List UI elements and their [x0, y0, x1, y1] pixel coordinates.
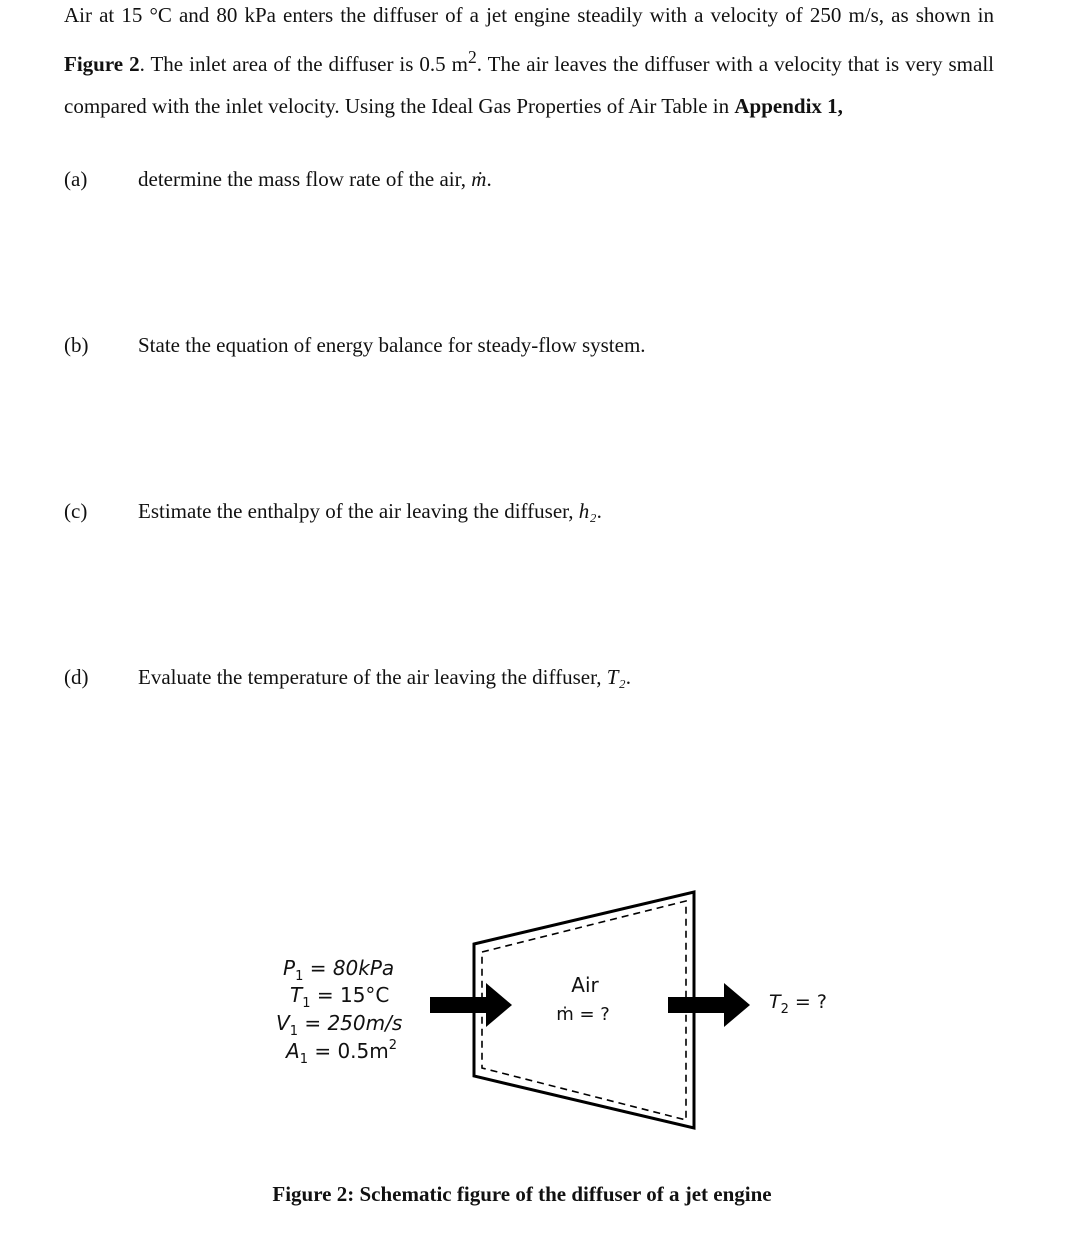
outlet-arrow [668, 983, 750, 1027]
mass-flow-label: ṁ = ? [556, 1004, 610, 1025]
area-unit-exponent: 2 [468, 47, 477, 67]
question-text: Evaluate the temperature of the air leaving the diffuser, [138, 665, 607, 689]
question-label: (c) [64, 499, 88, 523]
statement-part-3: . The air leaves the diffuser with a velocity that is very small compared with the inlet velocity. Using the Ideal Gas Properties of Air Table in [64, 52, 995, 118]
figure-reference: Figure 2 [64, 52, 140, 76]
statement-part-2: . The inlet area of the diffuser is 0.5 m [139, 52, 469, 76]
question-symbol: ṁ [471, 167, 487, 191]
question-text: determine the mass flow rate of the air, [138, 167, 472, 191]
statement-part-1: Air at 15 °C and 80 kPa enters the diffuser of a jet engine steadily with a velocity of 250 m/s, as shown in [64, 3, 994, 27]
inlet-arrow [430, 983, 512, 1027]
question-label: (a) [64, 167, 88, 191]
question-tail: . [625, 665, 631, 689]
outlet-temperature: $T_2$ = ? [769, 991, 827, 1017]
appendix-reference: Appendix 1 [734, 94, 838, 118]
question-symbol: T₂ [606, 665, 626, 689]
inlet-velocity: $V_1 = 250m/s$ [276, 1011, 403, 1039]
question-label: (b) [64, 333, 89, 357]
figure-caption [0, 1182, 1080, 1207]
question-tail: . [596, 499, 602, 523]
question-label: (d) [64, 665, 89, 689]
inlet-pressure: $P_1 = 80kPa$ [283, 956, 395, 984]
inlet-area: $A_1 = 0.5m^2$ [286, 1038, 398, 1067]
question-text: Estimate the enthalpy of the air leaving the diffuser, [138, 499, 579, 523]
question-tail: . [486, 167, 492, 191]
air-label: Air [571, 973, 599, 997]
question-text: State the equation of energy balance for steady-flow system. [138, 333, 646, 357]
question-symbol: h₂ [578, 499, 597, 523]
figure-caption-text: Figure 2: Schematic figure of the diffuser of a jet engine [272, 1182, 772, 1206]
statement-part-4: , [837, 94, 843, 118]
inlet-temperature: $T_1 = 15^\circ C$ [290, 983, 390, 1011]
